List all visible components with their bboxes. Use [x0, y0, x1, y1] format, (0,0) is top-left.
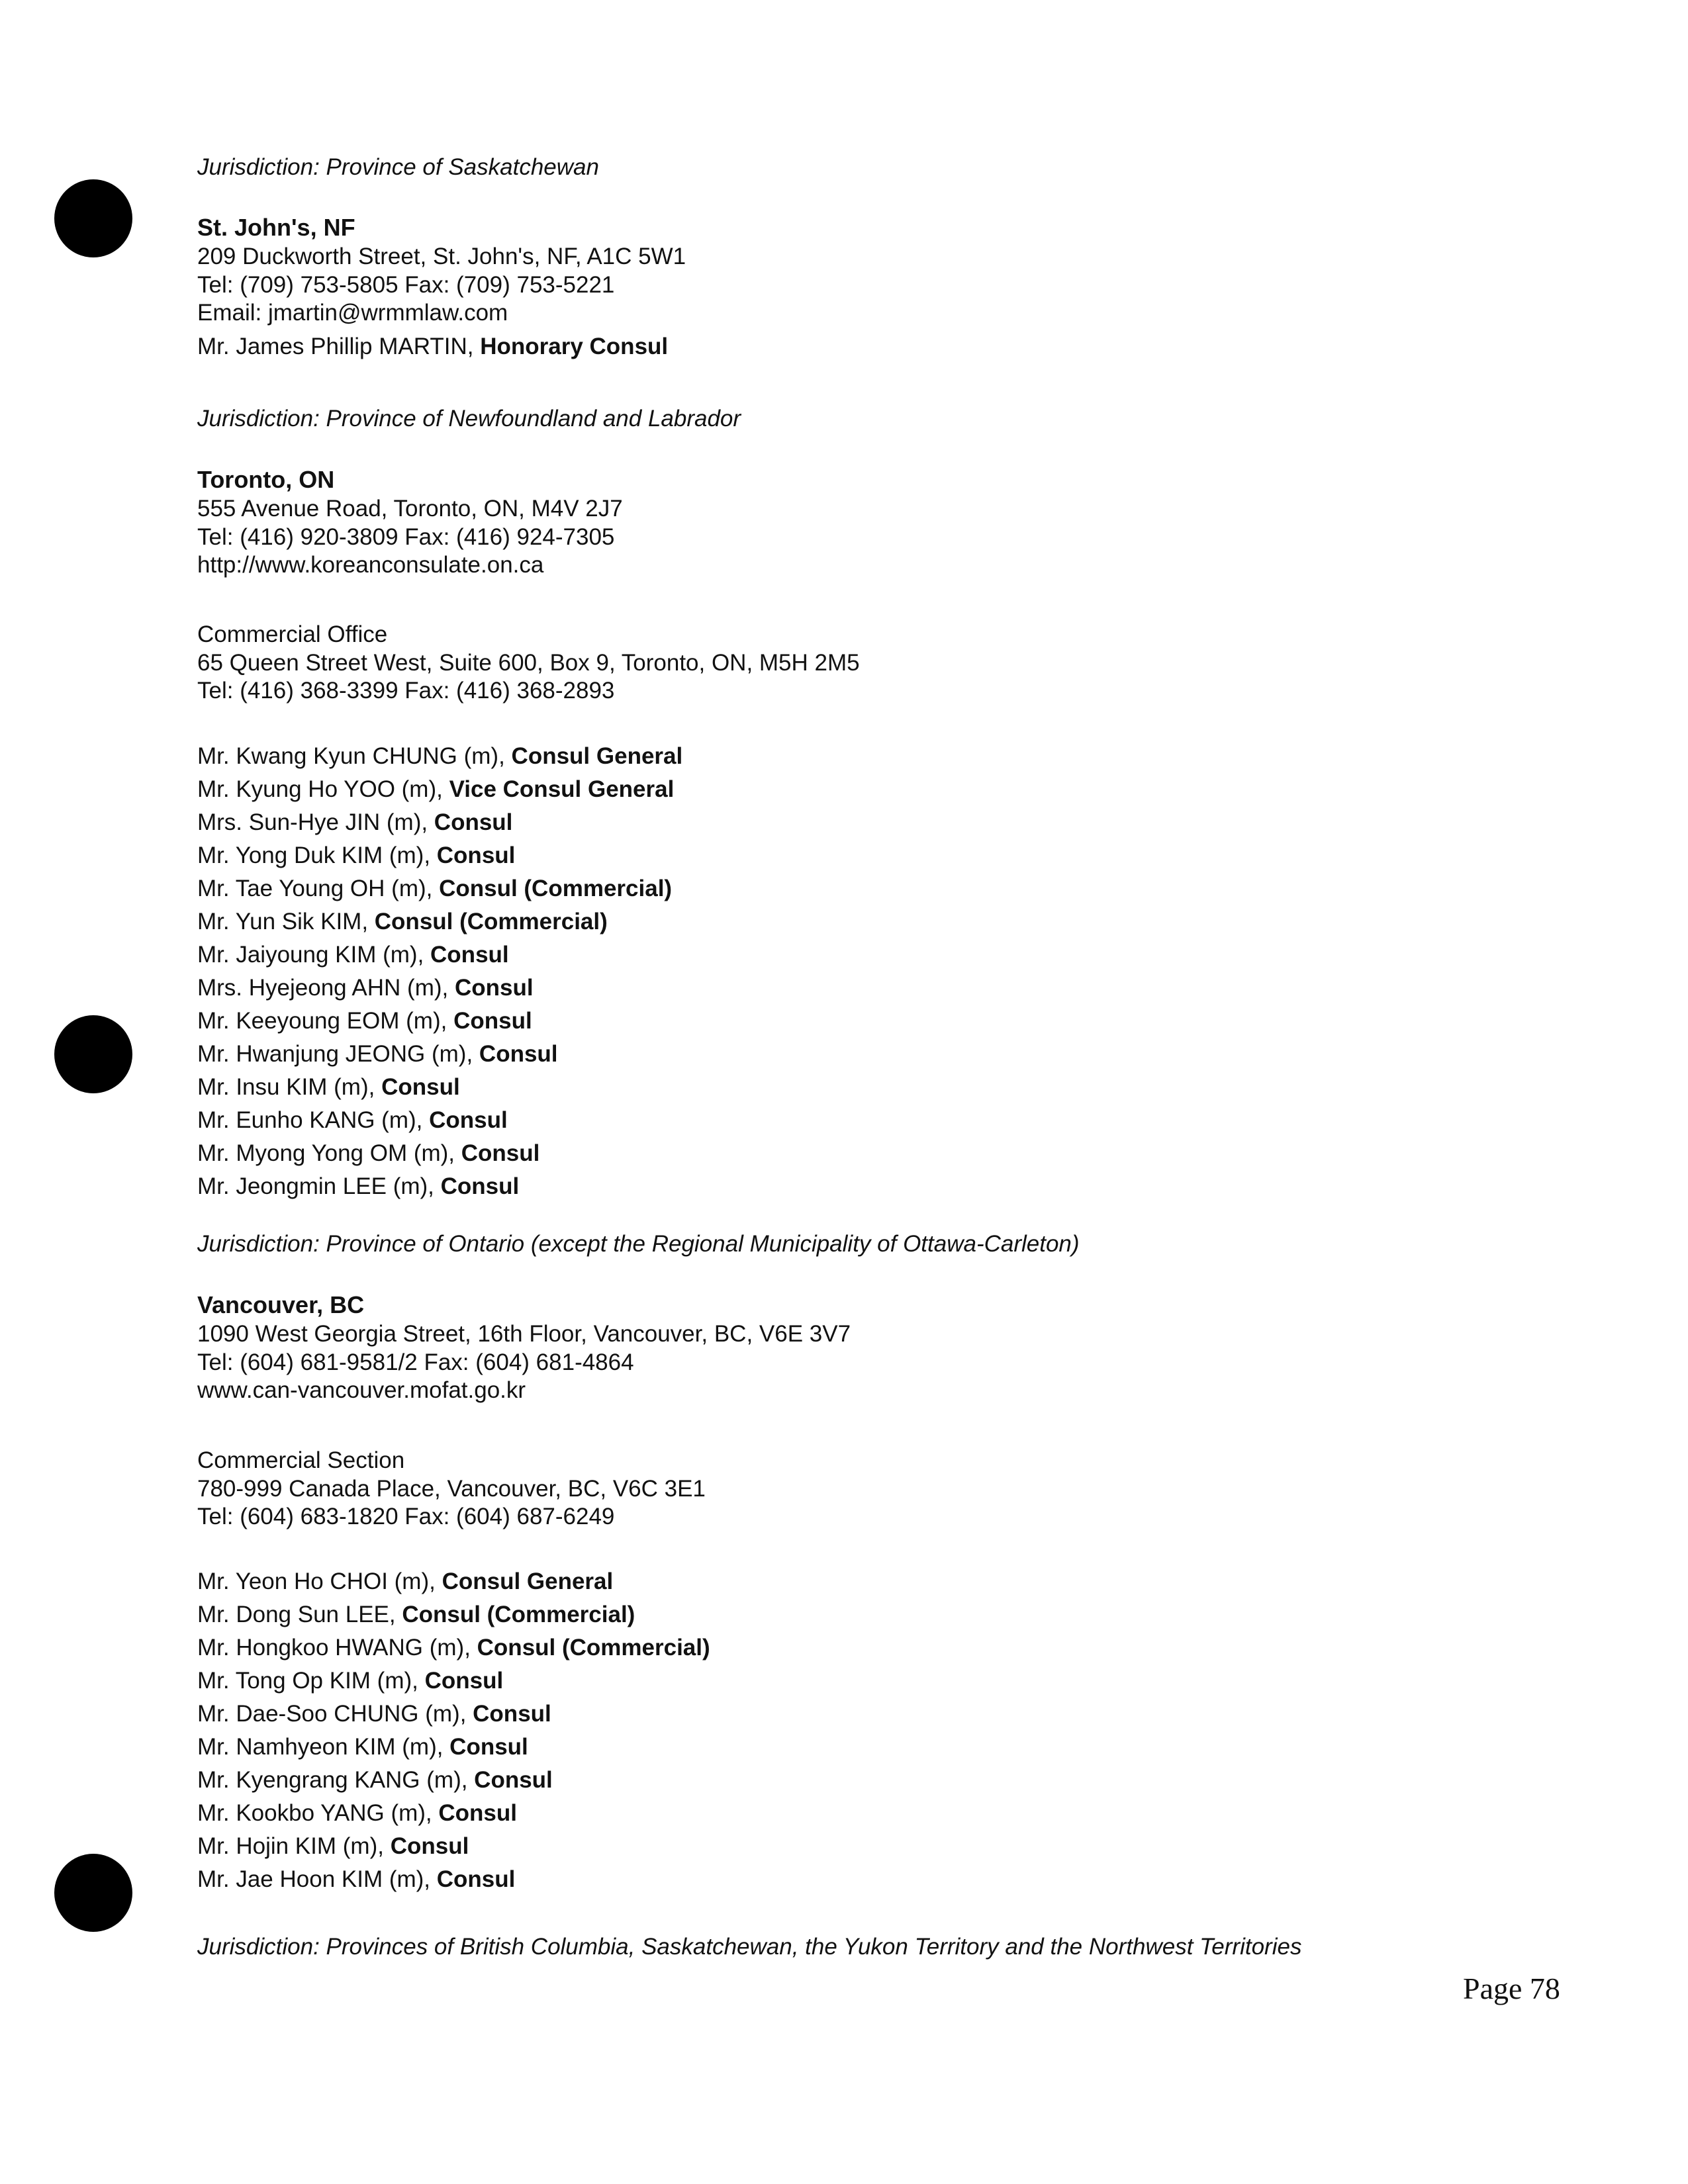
- staff-title: Consul: [438, 1800, 517, 1826]
- staff-title: Consul: [434, 809, 513, 835]
- staff-title: Consul: [473, 1701, 551, 1727]
- staff-name: Mr. Kookbo YANG (m),: [197, 1800, 439, 1826]
- jurisdiction-saskatchewan: Jurisdiction: Province of Saskatchewan: [197, 154, 599, 180]
- staff-name: Mr. Kyengrang KANG (m),: [197, 1767, 475, 1793]
- staff-name: Mr. Kyung Ho YOO (m),: [197, 776, 449, 802]
- staff-title: Consul: [474, 1767, 553, 1793]
- jurisdiction-british-columbia: Jurisdiction: Provinces of British Columbia, Saskatchewan, the Yukon Territory and the Northwest Territories: [197, 1934, 1302, 1960]
- staff-title: Consul: [429, 1107, 508, 1133]
- staff-name: Mr. Eunho KANG (m),: [197, 1107, 430, 1133]
- staff-name: Mrs. Sun-Hye JIN (m),: [197, 809, 434, 835]
- staff-title: Consul: [390, 1833, 469, 1859]
- staff-title: Vice Consul General: [449, 776, 675, 802]
- stjohns-heading: St. John's, NF: [197, 214, 355, 241]
- staff-line: [197, 1137, 682, 1170]
- staff-line: [197, 1764, 710, 1797]
- staff-name: Mr. Jeongmin LEE (m),: [197, 1173, 441, 1199]
- toronto-address: 555 Avenue Road, Toronto, ON, M4V 2J7: [197, 496, 623, 522]
- staff-line: [197, 773, 682, 806]
- staff-line: [197, 839, 682, 872]
- staff-name: Mr. Dong Sun LEE,: [197, 1602, 402, 1627]
- toronto-office-label: Commercial Office: [197, 621, 388, 647]
- staff-title: Consul (Commercial): [402, 1602, 635, 1627]
- staff-title: Consul (Commercial): [477, 1635, 710, 1661]
- staff-line: [197, 1005, 682, 1038]
- staff-title: Consul: [453, 1008, 532, 1034]
- vancouver-website: www.can-vancouver.mofat.go.kr: [197, 1377, 526, 1403]
- top-jurisdiction-block: [197, 153, 599, 182]
- staff-title: Consul: [430, 942, 509, 968]
- toronto-heading: Toronto, ON: [197, 466, 335, 493]
- staff-line: [197, 1104, 682, 1137]
- staff-name: Mr. Hwanjung JEONG (m),: [197, 1041, 479, 1067]
- staff-name: Mr. Yong Duk KIM (m),: [197, 842, 437, 868]
- staff-name: Mr. Hongkoo HWANG (m),: [197, 1635, 477, 1661]
- staff-name: Mr. Yeon Ho CHOI (m),: [197, 1569, 442, 1594]
- staff-line: [197, 938, 682, 972]
- toronto-section: [197, 465, 623, 580]
- stjohns-section: [197, 212, 686, 363]
- staff-title: Consul: [449, 1734, 528, 1760]
- toronto-office-address: 65 Queen Street West, Suite 600, Box 9, Toronto, ON, M5H 2M5: [197, 649, 860, 676]
- staff-title: Consul: [479, 1041, 558, 1067]
- vancouver-section: [197, 1290, 851, 1405]
- staff-title: Consul: [424, 1668, 504, 1694]
- vancouver-office-tel-fax: Tel: (604) 683-1820 Fax: (604) 687-6249: [197, 1504, 615, 1529]
- toronto-commercial-office: [197, 621, 860, 705]
- staff-line: [197, 1664, 710, 1698]
- staff-line: [197, 1698, 710, 1731]
- staff-name: Mr. Jae Hoon KIM (m),: [197, 1866, 437, 1892]
- person-title: Honorary Consul: [480, 333, 669, 359]
- staff-title: Consul General: [511, 743, 683, 769]
- staff-name: Mr. Keeyoung EOM (m),: [197, 1008, 454, 1034]
- page-number: Page 78: [1463, 1972, 1560, 2005]
- staff-line: [197, 740, 682, 773]
- staff-title: Consul (Commercial): [374, 909, 608, 934]
- staff-line: [197, 872, 682, 905]
- staff-title: Consul: [381, 1074, 460, 1100]
- jurisdiction-newfoundland: Jurisdiction: Province of Newfoundland and Labrador: [197, 406, 741, 432]
- toronto-jurisdiction-block: [197, 1230, 1080, 1259]
- toronto-tel-fax: Tel: (416) 920-3809 Fax: (416) 924-7305: [197, 523, 615, 550]
- vancouver-jurisdiction-block: [197, 1933, 1301, 1962]
- stjohns-jurisdiction-block: [197, 404, 741, 433]
- staff-title: Consul General: [442, 1569, 614, 1594]
- staff-line: [197, 1170, 682, 1203]
- staff-name: Mr. Dae-Soo CHUNG (m),: [197, 1701, 473, 1727]
- staff-title: Consul (Commercial): [439, 876, 673, 901]
- staff-line: [197, 1830, 710, 1863]
- staff-line: [197, 1598, 710, 1631]
- vancouver-commercial-section: [197, 1447, 706, 1531]
- punch-hole-bottom: [54, 1854, 132, 1932]
- staff-name: Mrs. Hyejeong AHN (m),: [197, 975, 455, 1001]
- staff-name: Mr. Namhyeon KIM (m),: [197, 1734, 450, 1760]
- staff-line: [197, 806, 682, 839]
- staff-line: [197, 1863, 710, 1896]
- punch-hole-top: [54, 179, 132, 257]
- stjohns-consul: [197, 330, 686, 363]
- vancouver-office-label: Commercial Section: [197, 1447, 405, 1473]
- vancouver-address: 1090 West Georgia Street, 16th Floor, Vancouver, BC, V6E 3V7: [197, 1321, 851, 1347]
- staff-name: Mr. Kwang Kyun CHUNG (m),: [197, 743, 512, 769]
- staff-title: Consul: [436, 842, 516, 868]
- staff-name: Mr. Tae Young OH (m),: [197, 876, 440, 901]
- stjohns-email: Email: jmartin@wrmmlaw.com: [197, 300, 508, 326]
- staff-title: Consul: [454, 975, 534, 1001]
- staff-name: Mr. Jaiyoung KIM (m),: [197, 942, 431, 968]
- person-name: Mr. James Phillip MARTIN,: [197, 333, 481, 359]
- staff-line: [197, 1797, 710, 1830]
- stjohns-address: 209 Duckworth Street, St. John's, NF, A1C 5W1: [197, 244, 686, 269]
- staff-line: [197, 1565, 710, 1598]
- punch-hole-middle: [54, 1015, 132, 1093]
- staff-line: [197, 1631, 710, 1664]
- toronto-office-tel-fax: Tel: (416) 368-3399 Fax: (416) 368-2893: [197, 678, 615, 704]
- staff-line: [197, 1731, 710, 1764]
- staff-title: Consul: [436, 1866, 516, 1892]
- stjohns-tel-fax: Tel: (709) 753-5805 Fax: (709) 753-5221: [197, 271, 615, 298]
- staff-line: [197, 1038, 682, 1071]
- vancouver-tel-fax: Tel: (604) 681-9581/2 Fax: (604) 681-4864: [197, 1349, 634, 1375]
- staff-title: Consul: [440, 1173, 520, 1199]
- toronto-staff-list: [197, 740, 682, 1203]
- toronto-website: http://www.koreanconsulate.on.ca: [197, 552, 544, 578]
- staff-title: Consul: [461, 1140, 540, 1166]
- vancouver-staff-list: [197, 1565, 710, 1896]
- staff-line: [197, 1071, 682, 1104]
- vancouver-office-address: 780-999 Canada Place, Vancouver, BC, V6C 3E1: [197, 1475, 706, 1502]
- jurisdiction-ontario: Jurisdiction: Province of Ontario (except the Regional Municipality of Ottawa-Carleton): [197, 1231, 1080, 1257]
- staff-line: [197, 905, 682, 938]
- staff-name: Mr. Tong Op KIM (m),: [197, 1668, 425, 1694]
- staff-name: Mr. Myong Yong OM (m),: [197, 1140, 461, 1166]
- vancouver-heading: Vancouver, BC: [197, 1291, 365, 1318]
- staff-line: [197, 972, 682, 1005]
- staff-name: Mr. Yun Sik KIM,: [197, 909, 375, 934]
- staff-name: Mr. Insu KIM (m),: [197, 1074, 382, 1100]
- staff-name: Mr. Hojin KIM (m),: [197, 1833, 391, 1859]
